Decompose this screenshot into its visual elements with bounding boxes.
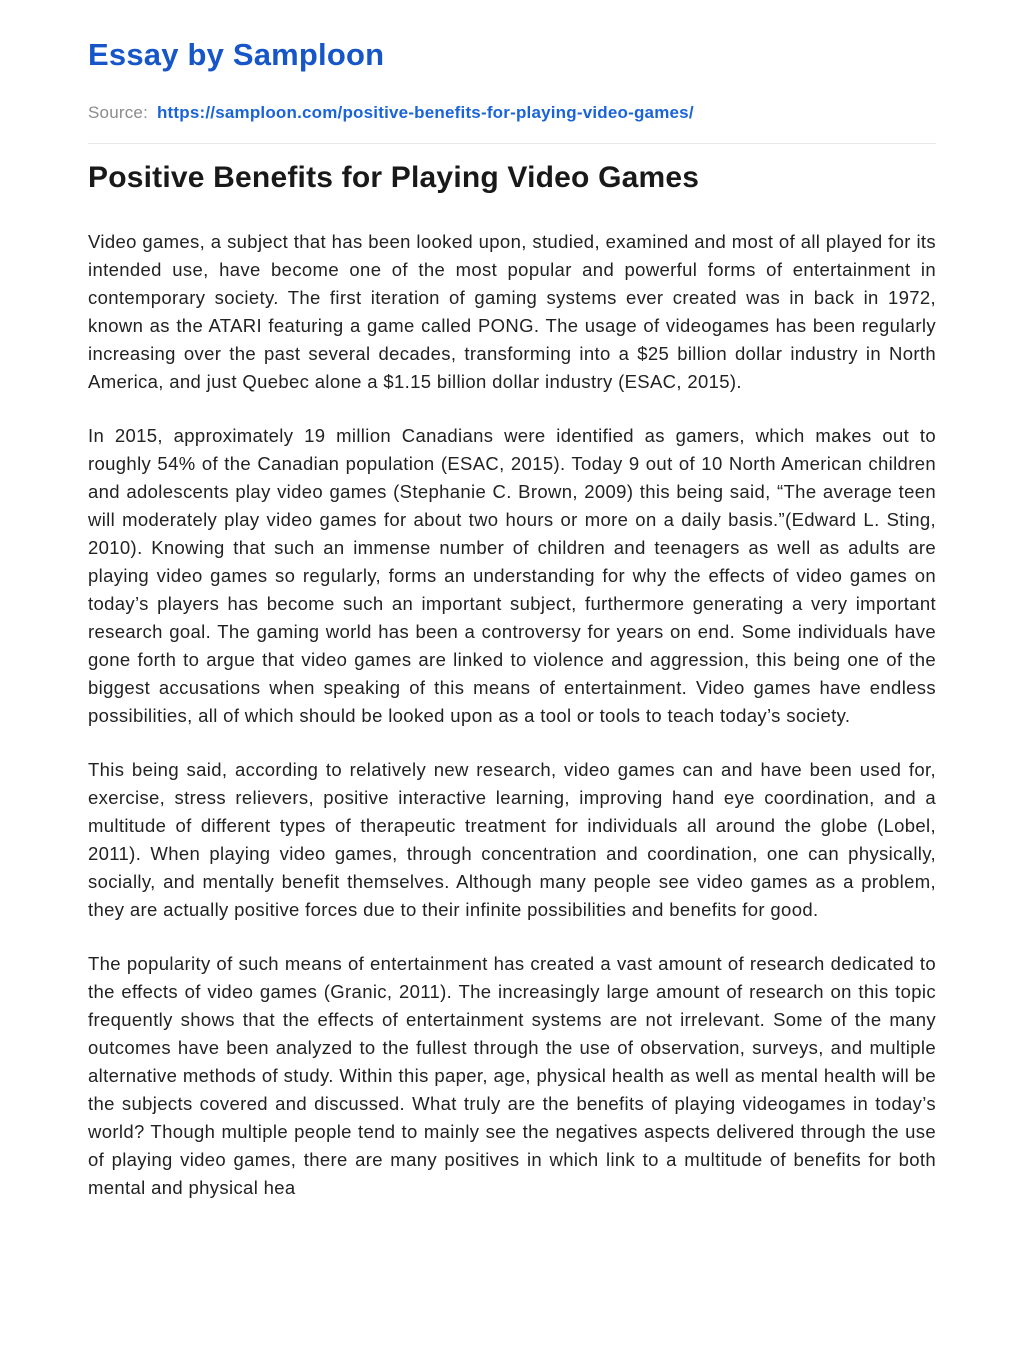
- essay-body: [88, 228, 936, 1202]
- essay-paragraph-2: In 2015, approximately 19 million Canadians were identified as gamers, which makes out to roughly 54% of the Canadian population (ESAC, 2015). Today 9 out of 10 North American children and adolescents play video games (Stephanie C. Brown, 2009) this being said, “The average teen will moderately play video games for about two hours or more on a daily basis.”(Edward L. Sting, 2010). Knowing that such an immense number of children and teenagers as well as adults are playing video games so regularly, forms an understanding for why the effects of video games on today’s players has become such an important subject, furthermore generating a very important research goal. The gaming world has been a controversy for years on end. Some individuals have gone forth to argue that video games are linked to violence and aggression, this being one of the biggest accusations when speaking of this means of entertainment. Video games have endless possibilities, all of which should be looked upon as a tool or tools to teach today’s society.: [88, 424, 936, 726]
- essay-paragraph-4: The popularity of such means of entertainment has created a vast amount of research dedicated to the effects of video games (Granic, 2011). The increasingly large amount of research on this topic frequently shows that the effects of entertainment systems are not irrelevant. Some of the many outcomes have been analyzed to the fullest through the use of observation, surveys, and multiple alternative methods of study. Within this paper, age, physical health as well as mental health will be the subjects covered and discussed. What truly are the benefits of playing videogames in today’s world? Though multiple people tend to mainly see the negatives aspects delivered through the use of playing video games, there are many positives in which link to a multitude of benefits for both mental and physical hea: [88, 952, 936, 1198]
- source-label: Source:: [88, 103, 148, 123]
- brand-heading: Essay by Samploon: [88, 37, 385, 72]
- divider: [88, 143, 936, 144]
- essay-paragraph-3: This being said, according to relatively new research, video games can and have been used for, exercise, stress relievers, positive interactive learning, improving hand eye coordination, and a multitude of different types of therapeutic treatment for individuals all around the globe (Lobel, 2011). When playing video games, through concentration and coordination, one can physically, socially, and mentally benefit themselves. Although many people see video games as a problem, they are actually positive forces due to their infinite possibilities and benefits for good.: [88, 758, 936, 920]
- source-url-link[interactable]: https://samploon.com/positive-benefits-for-playing-video-games/: [156, 103, 694, 123]
- source-line: [88, 102, 936, 124]
- essay-paragraph-1: Video games, a subject that has been looked upon, studied, examined and most of all played for its intended use, have become one of the most popular and powerful forms of entertainment in contemporary society. The first iteration of gaming systems ever created was in back in 1972, known as the ATARI featuring a game called PONG. The usage of videogames has been regularly increasing over the past several decades, transforming into a $25 billion dollar industry in North America, and just Quebec alone a $1.15 billion dollar industry (ESAC, 2015).: [88, 230, 936, 392]
- essay-title: Positive Benefits for Playing Video Games: [88, 161, 700, 195]
